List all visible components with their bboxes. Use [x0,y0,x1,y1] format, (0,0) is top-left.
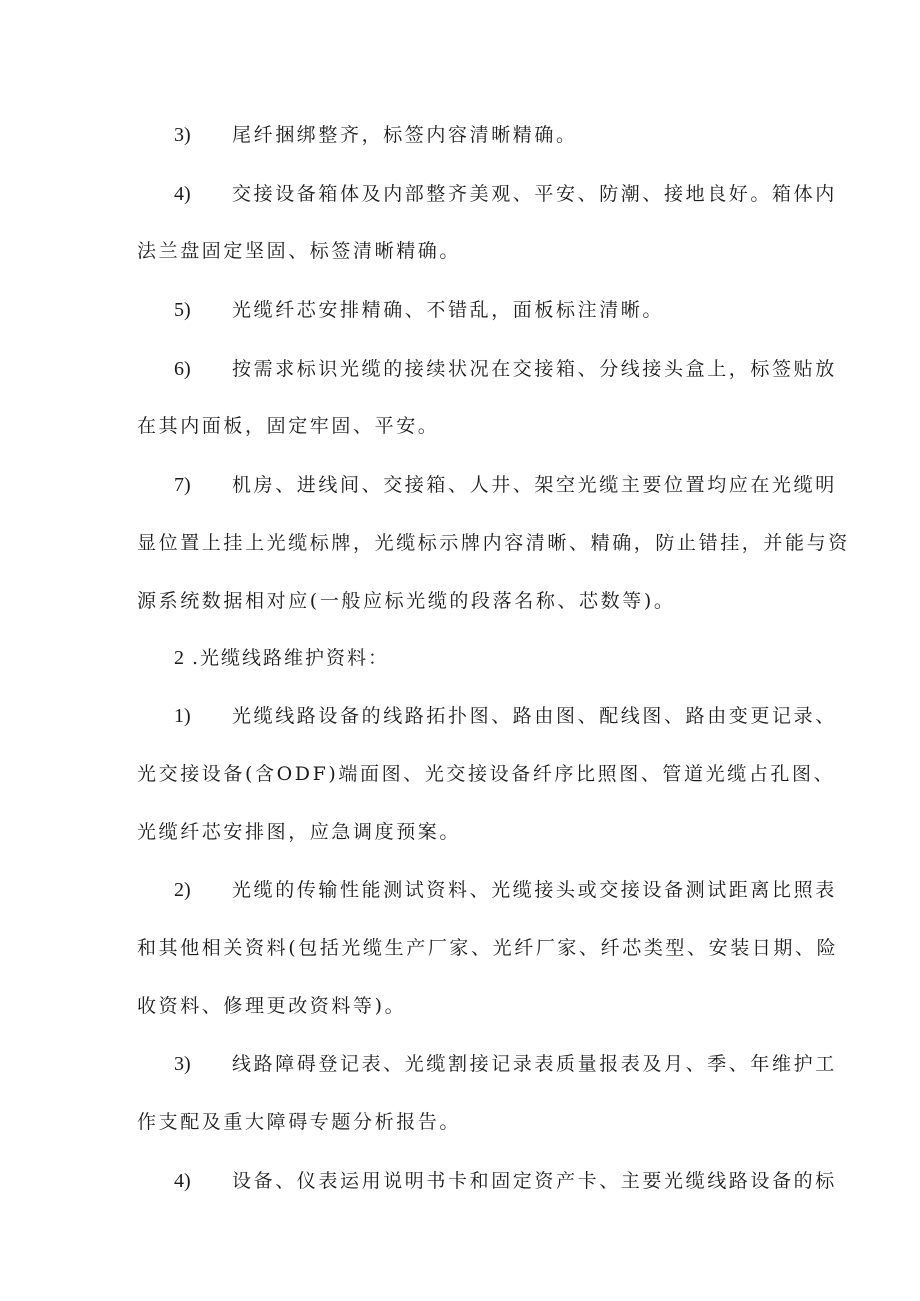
paragraph-line: 收资料、修理更改资料等)。 [137,995,407,1017]
item-number: 6) [174,358,191,380]
paragraph-line: 尾纤捆绑整齐，标签内容清晰精确。 [232,124,578,146]
paragraph-line: 显位置上挂上光缆标牌，光缆标示牌内容清晰、精确，防止错挂，并能与资 [137,532,850,554]
paragraph-line: 作支配及重大障碍专题分析报告。 [137,1111,462,1133]
paragraph-line: 法兰盘固定坚固、标签清晰精确。 [137,240,462,262]
item-number: 5) [174,299,191,321]
paragraph-line: 设备、仪表运用说明书卡和固定资产卡、主要光缆线路设备的标 [232,1170,837,1192]
paragraph-line: 光缆纤芯安排图，应急调度预案。 [137,821,462,843]
section-title: .光缆线路维护资料： [192,647,390,669]
item-number: 7) [174,474,191,496]
item-number: 4) [174,183,191,205]
paragraph-line: 源系统数据相对应(一般应标光缆的段落名称、芯数等)。 [137,590,676,612]
item-number: 3) [174,1053,191,1075]
section-number: 2 [174,647,186,669]
item-number: 3) [174,124,191,146]
paragraph-line: 机房、进线间、交接箱、人井、架空光缆主要位置均应在光缆明 [232,474,837,496]
item-number: 4) [174,1170,191,1192]
paragraph-line: 光缆纤芯安排精确、不错乱，面板标注清晰。 [232,299,665,321]
paragraph-line: 在其内面板，固定牢固、平安。 [137,415,440,437]
paragraph-line: 光缆的传输性能测试资料、光缆接头或交接设备测试距离比照表 [232,879,837,901]
paragraph-line: 交接设备箱体及内部整齐美观、平安、防潮、接地良好。箱体内 [232,183,837,205]
paragraph-line: 光缆线路设备的线路拓扑图、路由图、配线图、路由变更记录、 [232,705,837,727]
item-number: 2) [174,879,191,901]
section-heading [174,643,389,673]
paragraph-line: 按需求标识光缆的接续状况在交接箱、分线接头盒上，标签贴放 [232,358,837,380]
paragraph-line: 光交接设备(含ODF)端面图、光交接设备纤序比照图、管道光缆占孔图、 [137,763,836,785]
paragraph-line: 线路障碍登记表、光缆割接记录表质量报表及月、季、年维护工 [232,1053,837,1075]
paragraph-line: 和其他相关资料(包括光缆生产厂家、光纤厂家、纤芯类型、安装日期、险 [137,937,839,959]
item-number: 1) [174,705,191,727]
